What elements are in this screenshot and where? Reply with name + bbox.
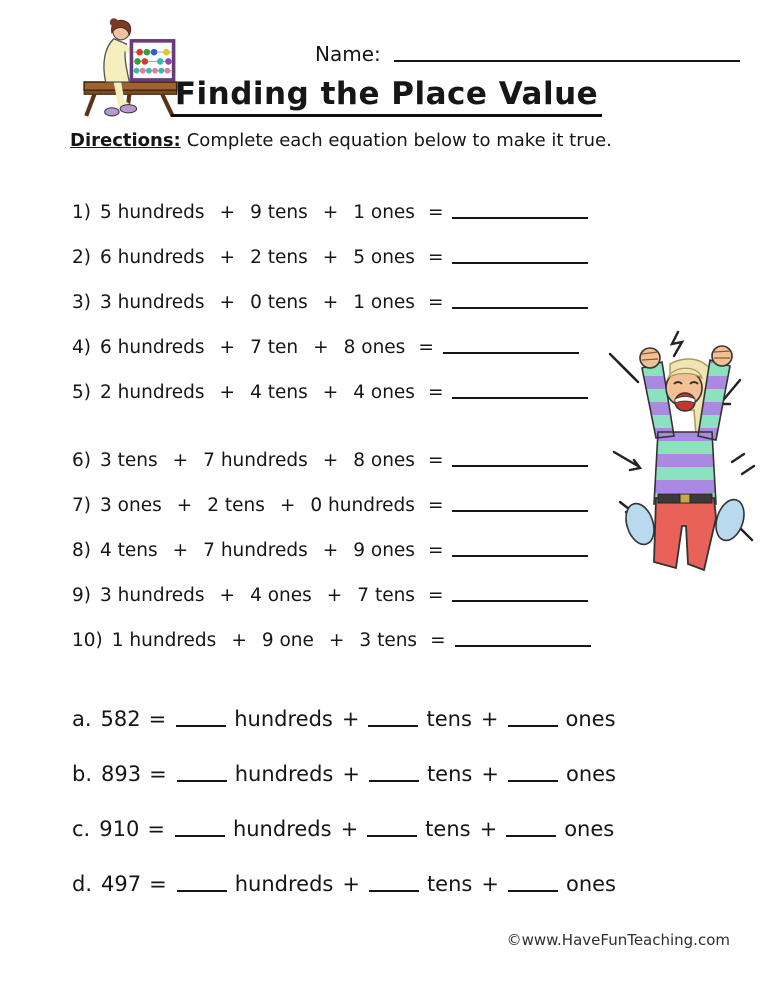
term-text: 3 tens <box>100 450 158 471</box>
plus-operator: + <box>341 707 360 731</box>
directions <box>70 130 612 151</box>
decompose-list <box>72 692 616 912</box>
equals-operator: = <box>427 540 444 561</box>
decompose-blank[interactable] <box>367 835 417 837</box>
jumping-kid-illustration <box>604 326 768 582</box>
problem-row <box>72 325 591 370</box>
plus-operator: + <box>219 337 236 358</box>
title-wrap <box>0 76 773 117</box>
equals-operator: = <box>427 450 444 471</box>
equals-operator: = <box>427 495 444 516</box>
plus-operator: + <box>322 382 339 403</box>
unit-label: tens <box>426 872 473 896</box>
decompose-blank[interactable] <box>369 780 419 782</box>
decompose-number: 910 <box>99 817 140 841</box>
term-text: 1 ones <box>353 292 415 313</box>
decompose-letter: d. <box>72 872 93 896</box>
decompose-blank[interactable] <box>508 890 558 892</box>
answer-blank[interactable] <box>452 555 588 557</box>
decompose-blank[interactable] <box>369 890 419 892</box>
decompose-row <box>72 747 616 802</box>
term-text: 1 hundreds <box>111 630 217 651</box>
decompose-letter: c. <box>72 817 91 841</box>
answer-blank[interactable] <box>452 465 588 467</box>
directions-label: Directions: <box>70 130 181 151</box>
name-label: Name: <box>315 42 381 66</box>
term-text: 9 one <box>261 630 314 651</box>
problem-number: 1) <box>72 202 91 223</box>
problem-row <box>72 235 591 280</box>
decompose-blank[interactable] <box>368 725 418 727</box>
term-text: 0 tens <box>250 292 308 313</box>
answer-blank[interactable] <box>452 262 588 264</box>
answer-blank[interactable] <box>452 397 588 399</box>
decompose-blank[interactable] <box>508 780 558 782</box>
term-text: 3 hundreds <box>100 585 205 606</box>
answer-blank[interactable] <box>452 217 588 219</box>
problem-row <box>72 438 591 483</box>
problem-number: 6) <box>72 450 91 471</box>
plus-operator: + <box>322 202 339 223</box>
plus-operator: + <box>326 585 343 606</box>
problem-row <box>72 483 591 528</box>
term-text: 4 ones <box>250 585 312 606</box>
term-text: 5 hundreds <box>100 202 205 223</box>
decompose-row <box>72 802 616 857</box>
directions-text: Complete each equation below to make it true. <box>186 130 612 151</box>
term-text: 2 tens <box>250 247 308 268</box>
unit-label: tens <box>425 817 471 841</box>
term-text: 3 tens <box>359 630 418 651</box>
unit-label: hundreds <box>234 872 334 896</box>
term-text: 9 ones <box>353 540 415 561</box>
plus-operator: + <box>342 872 360 896</box>
plus-operator: + <box>219 382 236 403</box>
decompose-letter: a. <box>72 707 92 731</box>
plus-operator: + <box>322 247 339 268</box>
term-text: 4 tens <box>100 540 158 561</box>
decompose-blank[interactable] <box>176 725 226 727</box>
problem-number: 2) <box>72 247 91 268</box>
equals-operator: = <box>427 585 444 606</box>
unit-label: tens <box>426 762 473 786</box>
term-text: 2 hundreds <box>100 382 205 403</box>
term-text: 6 hundreds <box>100 247 205 268</box>
term-text: 3 hundreds <box>100 292 205 313</box>
term-text: 2 tens <box>207 495 265 516</box>
term-text: 4 tens <box>250 382 308 403</box>
equals-operator: = <box>149 872 167 896</box>
decompose-number: 497 <box>101 872 142 896</box>
name-row <box>315 42 740 66</box>
term-text: 0 hundreds <box>310 495 415 516</box>
plus-operator: + <box>480 707 499 731</box>
problem-number: 8) <box>72 540 91 561</box>
problem-row <box>72 573 591 618</box>
plus-operator: + <box>322 450 339 471</box>
decompose-number: 893 <box>101 762 142 786</box>
decompose-number: 582 <box>100 707 141 731</box>
page-title: Finding the Place Value <box>171 76 602 117</box>
problem-row <box>72 370 591 415</box>
plus-operator: + <box>279 495 296 516</box>
term-text: 1 ones <box>353 202 415 223</box>
plus-operator: + <box>313 337 329 358</box>
answer-blank[interactable] <box>452 600 588 602</box>
plus-operator: + <box>479 817 498 841</box>
term-text: 7 ten <box>250 337 299 358</box>
plus-operator: + <box>176 495 193 516</box>
plus-operator: + <box>172 540 189 561</box>
equals-operator: = <box>427 247 444 268</box>
unit-label: ones <box>565 872 616 896</box>
term-text: 7 hundreds <box>203 540 308 561</box>
decompose-blank[interactable] <box>508 725 558 727</box>
term-text: 5 ones <box>353 247 415 268</box>
unit-label: hundreds <box>232 817 332 841</box>
term-text: 9 tens <box>250 202 308 223</box>
plus-operator: + <box>231 630 247 651</box>
plus-operator: + <box>340 817 359 841</box>
term-text: 3 ones <box>100 495 162 516</box>
problem-row <box>72 190 591 235</box>
equals-operator: = <box>427 292 444 313</box>
term-text: 6 hundreds <box>100 337 205 358</box>
decompose-row <box>72 857 616 912</box>
term-text: 4 ones <box>353 382 415 403</box>
unit-label: ones <box>565 707 616 731</box>
problem-number: 4) <box>72 337 91 358</box>
plus-operator: + <box>322 292 339 313</box>
equals-operator: = <box>427 202 444 223</box>
answer-blank[interactable] <box>443 352 579 354</box>
equals-operator: = <box>147 817 165 841</box>
equals-operator: = <box>427 382 444 403</box>
problem-number: 9) <box>72 585 91 606</box>
unit-label: ones <box>565 762 616 786</box>
unit-label: hundreds <box>234 762 334 786</box>
plus-operator: + <box>328 630 345 651</box>
answer-blank[interactable] <box>452 307 588 309</box>
plus-operator: + <box>172 450 189 471</box>
problem-row <box>72 280 591 325</box>
plus-operator: + <box>481 872 499 896</box>
problem-row <box>72 618 591 663</box>
name-blank-line[interactable] <box>394 60 740 62</box>
decompose-blank[interactable] <box>506 835 556 837</box>
unit-label: tens <box>426 707 472 731</box>
problem-number: 5) <box>72 382 91 403</box>
problem-number: 3) <box>72 292 91 313</box>
decompose-row <box>72 692 616 747</box>
equals-operator: = <box>430 630 446 651</box>
plus-operator: + <box>481 762 499 786</box>
plus-operator: + <box>322 540 339 561</box>
unit-label: hundreds <box>234 707 333 731</box>
answer-blank[interactable] <box>452 510 588 512</box>
answer-blank[interactable] <box>455 645 591 647</box>
equals-operator: = <box>148 707 167 731</box>
problem-row <box>72 528 591 573</box>
plus-operator: + <box>219 585 236 606</box>
decompose-blank[interactable] <box>177 890 227 892</box>
term-text: 7 hundreds <box>203 450 308 471</box>
problem-number: 10) <box>72 630 103 651</box>
plus-operator: + <box>219 292 236 313</box>
decompose-blank[interactable] <box>177 780 227 782</box>
term-text: 7 tens <box>357 585 415 606</box>
equals-operator: = <box>149 762 167 786</box>
plus-operator: + <box>219 202 236 223</box>
term-text: 8 ones <box>343 337 406 358</box>
copyright-text: ©www.HaveFunTeaching.com <box>506 931 730 949</box>
decompose-blank[interactable] <box>175 835 225 837</box>
plus-operator: + <box>342 762 360 786</box>
problems-list <box>72 190 591 663</box>
plus-operator: + <box>219 247 236 268</box>
problem-number: 7) <box>72 495 91 516</box>
term-text: 8 ones <box>353 450 415 471</box>
unit-label: ones <box>564 817 615 841</box>
equals-operator: = <box>418 337 434 358</box>
decompose-letter: b. <box>72 762 93 786</box>
